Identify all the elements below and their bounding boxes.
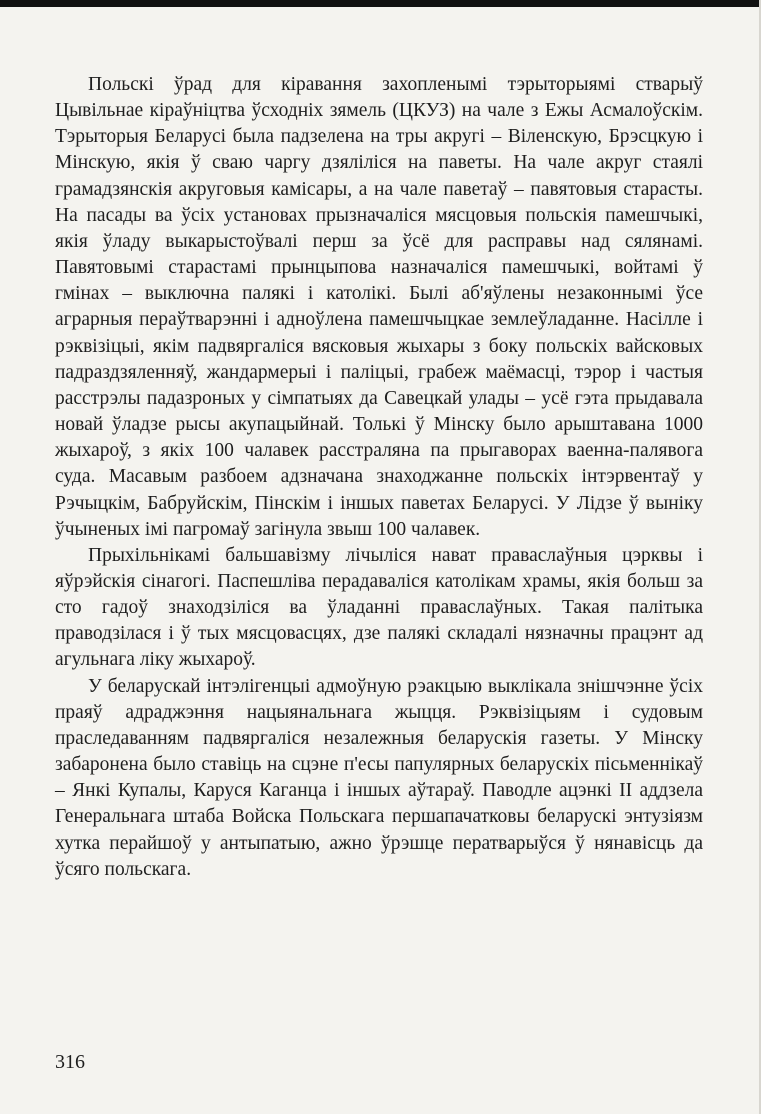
text-body: [55, 72, 703, 883]
page-top-edge: [0, 0, 761, 7]
paragraph-1: Польскі ўрад для кіравання захопленымі тэрыторыямі стварыў Цывільнае кіраўніцтва ўсходніх зямель (ЦКУЗ) на чале з Ежы Асмалоўскім. Тэрыторыя Беларусі была падзелена на тры акругі – Віленскую, Брэсцкую і Мінскую, якія ў сваю чаргу дзяліліся на паветы. На чале акруг стаялі грамадзянскія акруговыя камісары, а на чале паветаў – павятовыя старасты. На пасады ва ўсіх установах прызначаліся мясцовыя польскія памешчыкі, якія ўладу выкарыстоўвалі перш за ўсё для расправы над сялянамі. Павятовымі старастамі прынцыпова назначаліся памешчыкі, войтамі ў гмінах – выключна палякі і католікі. Былі аб'яўлены незаконнымі ўсе аграрныя пераўтварэнні і адноўлена памешчыцкае землеўладанне. Насілле і рэквізіцыі, якім падвяргаліся вясковыя жыхары з боку польскіх вайсковых падраздзяленняў, жандармерыі і паліцыі, грабеж маёмасці, тэрор і частыя расстрэлы падазроных у сімпатыях да Савецкай улады – усё гэта прыдавала новай ўладзе рысы акупацыйнай. Толькі ў Мінску было арыштавана 1000 жыхароў, з якіх 100 чалавек расстраляна па прыгаворах ваенна-палявога суда. Масавым разбоем адзначана знаходжанне польскіх інтэрвентаў у Рэчыцкім, Бабруйскім, Пінскім і іншых паветах Беларусі. У Лідзе ў выніку ўчыненых імі пагромаў загінула звыш 100 чалавек.: [55, 74, 703, 540]
paragraph-2: Прыхільнікамі бальшавізму лічыліся нават праваслаўныя цэрквы і яўрэйскія сінагогі. Паспешліва перадаваліся католікам храмы, якія больш за сто гадоў знаходзіліся ва ўладанні праваслаўных. Такая палітыка праводзілася і ў тых мясцовасцях, дзе палякі складалі нязначны працэнт ад агульнага ліку жыхароў.: [55, 544, 703, 671]
paragraph-3: У беларускай інтэлігенцыі адмоўную рэакцыю выклікала знішчэнне ўсіх праяў адраджэння нацыянальнага жыцця. Рэквізіцыям і судовым праследаванням падвяргаліся незалежныя беларускія газеты. У Мінску забаронена было ставіць на сцэне п'есы папулярных беларускіх пісьменнікаў – Янкі Купалы, Каруся Каганца і іншых аўтараў. Паводле ацэнкі II аддзела Генеральнага штаба Войска Польскага першапачатковы беларускі энтузіязм хутка перайшоў у антыпатыю, ажно ўрэшце ператварыўся ў нянавісць да ўсяго польскага.: [55, 675, 703, 880]
page-number: 316: [55, 1051, 85, 1073]
